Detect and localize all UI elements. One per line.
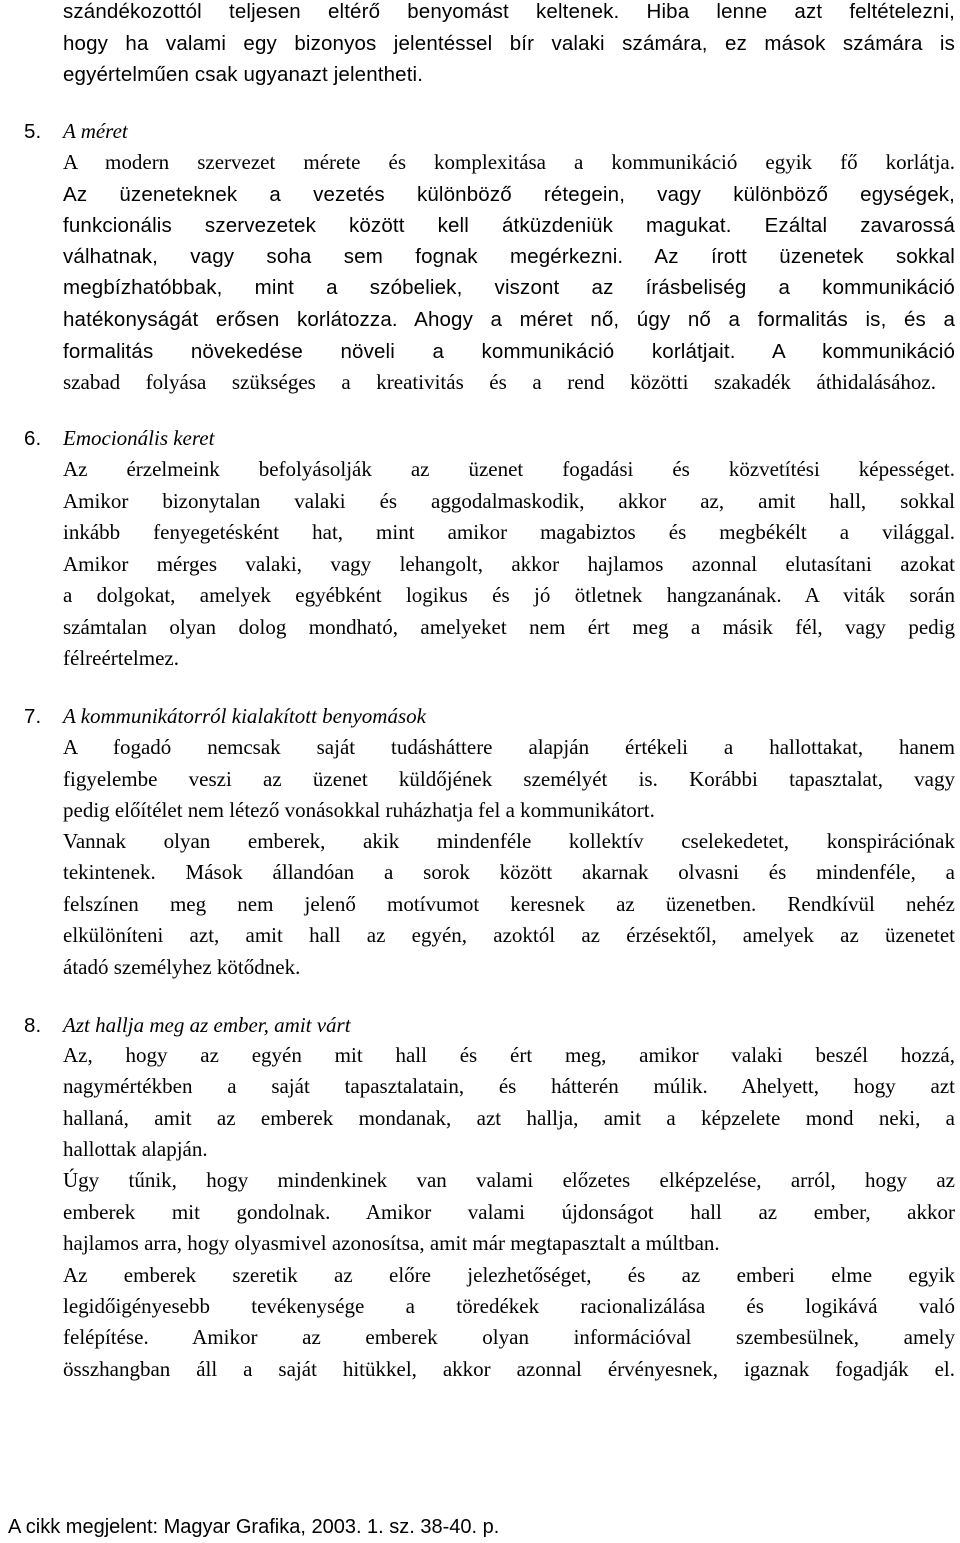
section-line: Úgy tűnik, hogy mindenkinek van valami előzetes elképzelése, arról, hogy az bbox=[63, 1168, 955, 1192]
section-line: átadó személyhez kötődnek. bbox=[63, 955, 301, 979]
section-line: szabad folyása szükséges a kreativitás és a rend közötti szakadék áthidalásához. bbox=[63, 370, 936, 394]
section-line: hallottak alapján. bbox=[63, 1137, 208, 1161]
section-title: Azt hallja meg az ember, amit várt bbox=[63, 1013, 351, 1037]
section-line: A modern szervezet mérete és komplexitása a kommunikáció egyik fő korlátja. bbox=[63, 150, 955, 174]
section-line: inkább fenyegetésként hat, mint amikor magabiztos és megbékélt a világgal. bbox=[63, 520, 955, 544]
section-line: legidőigényesebb tevékenysége a töredékek racionalizálása és logikává való bbox=[63, 1294, 955, 1318]
section-line: Amikor bizonytalan valaki és aggodalmaskodik, akkor az, amit hall, sokkal bbox=[63, 489, 955, 513]
section-title: A méret bbox=[63, 119, 128, 143]
section-line: Az, hogy az egyén mit hall és ért meg, amikor valaki beszél hozzá, bbox=[63, 1043, 955, 1067]
section-number: 6. bbox=[24, 427, 42, 450]
section-line: formalitás növekedése növeli a kommunikáció korlátjait. A kommunikáció bbox=[63, 340, 955, 363]
section-line: összhangban áll a saját hitükkel, akkor azonnal érvényesnek, igaznak fogadják el. bbox=[63, 1357, 955, 1381]
section-line: válhatnak, vagy soha sem fognak megérkezni. Az írott üzenetek sokkal bbox=[63, 245, 955, 268]
section-line: számtalan olyan dolog mondható, amelyeket nem ért meg a másik fél, vagy pedig bbox=[63, 615, 955, 639]
section-number: 5. bbox=[24, 120, 42, 143]
section-line: emberek mit gondolnak. Amikor valami újdonságot hall az ember, akkor bbox=[63, 1200, 955, 1224]
section-line: felépítése. Amikor az emberek olyan információval szembesülnek, amely bbox=[63, 1325, 955, 1349]
section-line: tekintenek. Mások állandóan a sorok között akarnak olvasni és mindenféle, a bbox=[63, 860, 955, 884]
footer-citation: A cikk megjelent: Magyar Grafika, 2003. 1. sz. 38-40. p. bbox=[8, 1516, 500, 1538]
section-line: nagymértékben a saját tapasztalatain, és hátterén múlik. Ahelyett, hogy azt bbox=[63, 1074, 955, 1098]
section-title: Emocionális keret bbox=[63, 426, 215, 450]
intro-line: szándékozottól teljesen eltérő benyomást keltenek. Hiba lenne azt feltételezni, bbox=[63, 0, 955, 23]
section-line: megbízhatóbbak, mint a szóbeliek, viszont az írásbeliség a kommunikáció bbox=[63, 276, 955, 299]
section-line: Az érzelmeink befolyásolják az üzenet fogadási és közvetítési képességet. bbox=[63, 457, 955, 481]
section-line: hallaná, amit az emberek mondanak, azt hallja, amit a képzelete mond neki, a bbox=[63, 1106, 955, 1130]
section-line: elkülöníteni azt, amit hall az egyén, azoktól az érzésektől, amelyek az üzenetet bbox=[63, 923, 955, 947]
section-line: Az emberek szeretik az előre jelezhetőséget, és az emberi elme egyik bbox=[63, 1263, 955, 1287]
section-line: Vannak olyan emberek, akik mindenféle kollektív cselekedetet, konspirációnak bbox=[63, 829, 955, 853]
section-line: funkcionális szervezetek között kell átküzdeniük magukat. Ezáltal zavarossá bbox=[63, 214, 955, 237]
section-title: A kommunikátorról kialakított benyomások bbox=[63, 704, 426, 728]
section-line: figyelembe veszi az üzenet küldőjének személyét is. Korábbi tapasztalat, vagy bbox=[63, 767, 955, 791]
section-line: hatékonyságát erősen korlátozza. Ahogy a méret nő, úgy nő a formalitás is, és a bbox=[63, 308, 955, 331]
section-number: 7. bbox=[24, 705, 42, 728]
section-line: félreértelmez. bbox=[63, 646, 179, 670]
section-line: Az üzeneteknek a vezetés különböző rétegein, vagy különböző egységek, bbox=[63, 183, 955, 206]
section-line: hajlamos arra, hogy olyasmivel azonosítsa, amit már megtapasztalt a múltban. bbox=[63, 1231, 720, 1255]
section-number: 8. bbox=[24, 1014, 42, 1037]
intro-line: hogy ha valami egy bizonyos jelentéssel bír valaki számára, ez mások számára is bbox=[63, 32, 955, 55]
section-line: Amikor mérges valaki, vagy lehangolt, akkor hajlamos azonnal elutasítani azokat bbox=[63, 552, 955, 576]
section-line: A fogadó nemcsak saját tudásháttere alapján értékeli a hallottakat, hanem bbox=[63, 735, 955, 759]
section-line: felszínen meg nem jelenő motívumot keresnek az üzenetben. Rendkívül nehéz bbox=[63, 892, 955, 916]
section-line: a dolgokat, amelyek egyébként logikus és jó ötletnek hangzanának. A viták során bbox=[63, 583, 955, 607]
intro-line: egyértelműen csak ugyanazt jelentheti. bbox=[63, 63, 424, 86]
section-line: pedig előítélet nem létező vonásokkal ruházhatja fel a kommunikátort. bbox=[63, 798, 655, 822]
